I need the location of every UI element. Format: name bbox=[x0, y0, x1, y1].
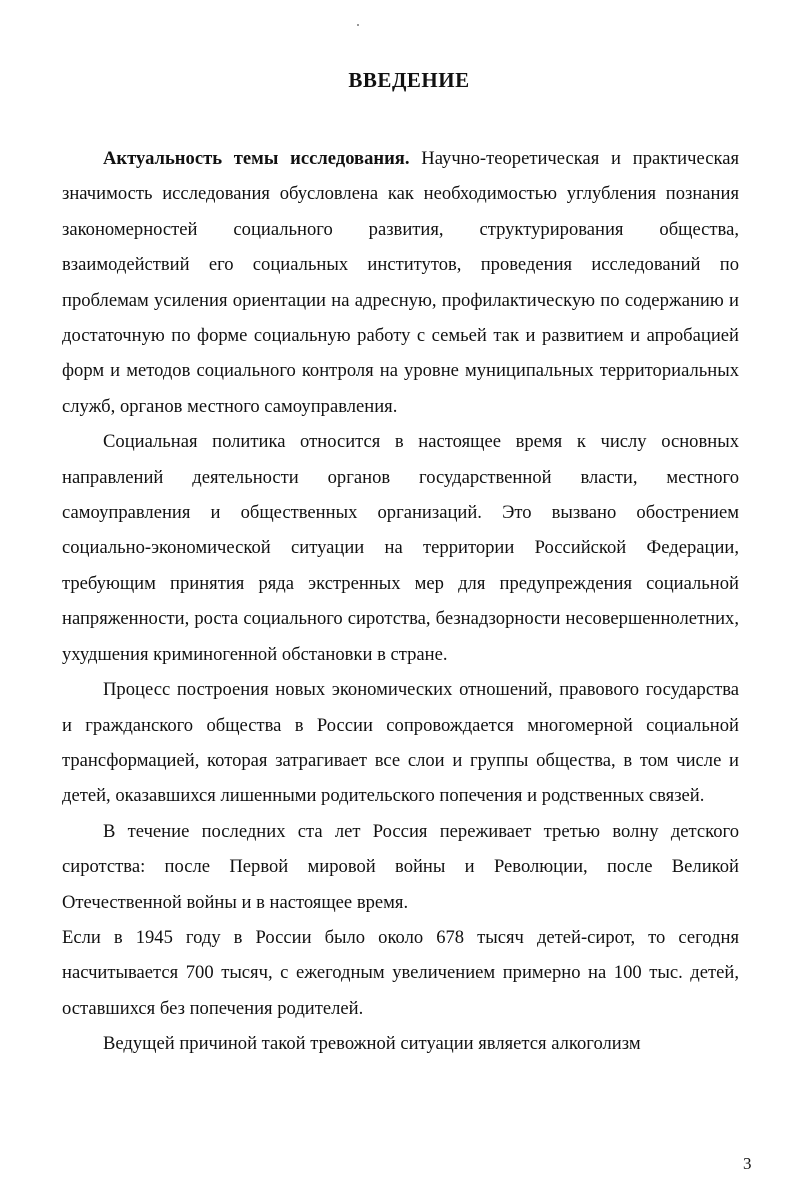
paragraph-orphan-statistics: Если в 1945 году в России было около 678 тысяч детей-сирот, то сегодня насчитывается 700 тысяч, с ежегодным увеличением примерно на 100 тыс. детей, оставшихся без попечения родителей. bbox=[62, 926, 739, 1019]
paragraph-text: Научно-теоретическая и практическая значимость исследования обусловлена как необходимостью углубления познания закономерностей социального развития, структурирования общества, взаимодействий его социальных институтов, проведения исследований по проблемам усиления ориентации на адресную, профилактическую по содержанию и достаточную по форме социальную работу с семьей так и развитием и апробацией форм и методов социального контроля на уровне муниципальных территориальных служб, органов местного самоуправления. bbox=[62, 148, 740, 417]
paragraph-relevance bbox=[62, 141, 739, 424]
scan-speck bbox=[357, 24, 359, 26]
section-title: ВВЕДЕНИЕ bbox=[348, 68, 470, 92]
page-number: 3 bbox=[743, 1154, 752, 1173]
paragraph-transformation: Процесс построения новых экономических отношений, правового государства и гражданского общества в России сопровождается многомерной социальной трансформацией, которая затрагивает все слои и группы общества, в том числе и детей, оказавшихся лишенными родительского попечения и родственных связей. bbox=[62, 679, 739, 807]
paragraph-orphanhood-waves: В течение последних ста лет Россия переживает третью волну детского сиротства: после Первой мировой войны и Революции, после Великой Отечественной войны и в настоящее время. bbox=[62, 820, 739, 913]
paragraph-lead-in: Актуальность темы исследования. bbox=[103, 148, 410, 169]
paragraph-leading-cause: Ведущей причиной такой тревожной ситуации является алкоголизм bbox=[103, 1033, 641, 1055]
body-text bbox=[62, 141, 739, 1062]
paragraph-social-policy: Социальная политика относится в настоящее время к числу основных направлений деятельности органов государственной власти, местного самоуправления и общественных организаций. Это вызвано обострением социально-экономической ситуации на территории Российской Федерации, требующим принятия ряда экстренных мер для предупреждения социальной напряженности, роста социального сиротства, безнадзорности несовершеннолетних, ухудшения криминогенной обстановки в стране. bbox=[62, 431, 739, 665]
